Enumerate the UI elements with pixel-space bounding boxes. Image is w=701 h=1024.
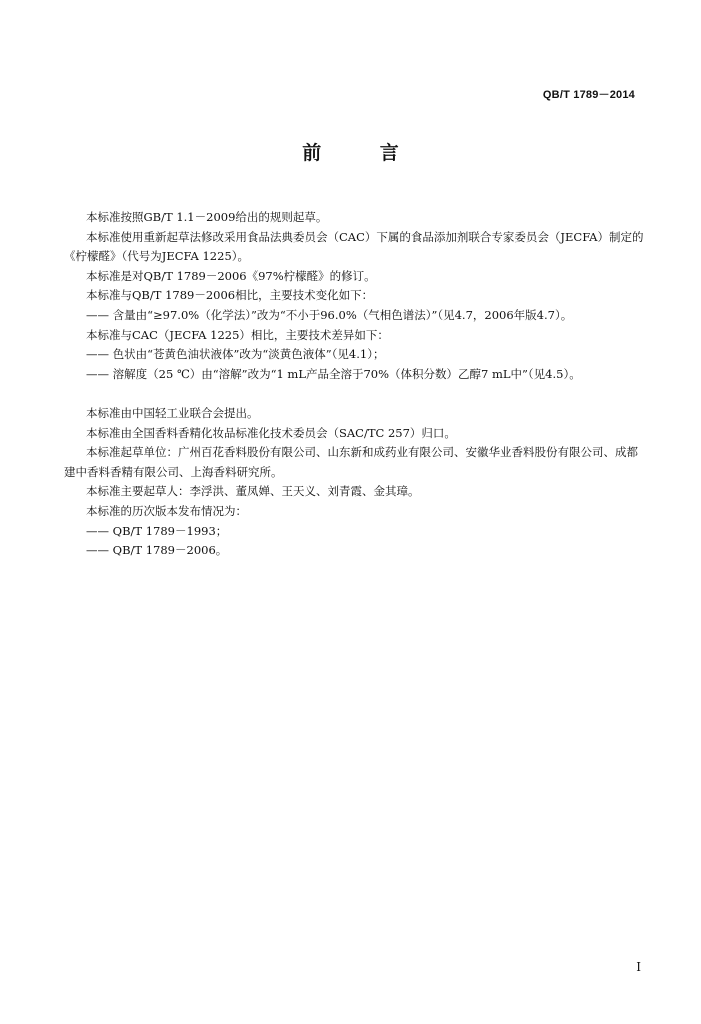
paragraph: 本标准的历次版本发布情况为： bbox=[86, 503, 247, 518]
paragraph: 本标准由全国香料香精化妆品标准化技术委员会（SAC/TC 257）归口。 bbox=[86, 425, 456, 440]
page-number: I bbox=[636, 960, 641, 974]
list-item: —— 溶解度（25 ℃）由“溶解”改为“1 mL产品全溶于70%（体积分数）乙醇7 mL中”（见4.5）。 bbox=[86, 366, 581, 381]
paragraph: 本标准按照GB/T 1.1－2009给出的规则起草。 bbox=[86, 210, 328, 224]
body-text bbox=[64, 208, 644, 561]
paragraph: 本标准由中国轻工业联合会提出。 bbox=[86, 405, 259, 420]
paragraph: 本标准与QB/T 1789－2006相比，主要技术变化如下： bbox=[86, 288, 374, 303]
paragraph: 本标准与CAC（JECFA 1225）相比，主要技术差异如下： bbox=[86, 327, 389, 342]
paragraph: 本标准起草单位：广州百花香料股份有限公司、山东新和成药业有限公司、安徽华业香料股份有限公司、成都建中香料香精有限公司、上海香料研究所。 bbox=[64, 445, 638, 479]
list-item: —— 色状由“苍黄色油状液体”改为“淡黄色液体”（见4.1）； bbox=[86, 347, 385, 362]
page-title: 前 言 bbox=[302, 142, 425, 164]
list-item: —— QB/T 1789－1993； bbox=[86, 523, 228, 538]
list-item: —— 含量由“≥97.0%（化学法）”改为“不小于96.0%（气相色谱法）”（见4.7，2006年版4.7）。 bbox=[86, 307, 573, 322]
paragraph: 本标准主要起草人：李浮洪、董凤婵、王天义、刘青霞、金其璋。 bbox=[86, 484, 420, 499]
standard-code: QB/T 1789－2014 bbox=[542, 89, 635, 101]
paragraph: 本标准使用重新起草法修改采用食品法典委员会（CAC）下属的食品添加剂联合专家委员会（JECFA）制定的《柠檬醛》（代号为JECFA 1225）。 bbox=[64, 229, 644, 264]
paragraph-gap bbox=[64, 384, 644, 404]
list-item: —— QB/T 1789－2006。 bbox=[86, 543, 228, 558]
paragraph: 本标准是对QB/T 1789－2006《97%柠檬醛》的修订。 bbox=[86, 268, 376, 283]
